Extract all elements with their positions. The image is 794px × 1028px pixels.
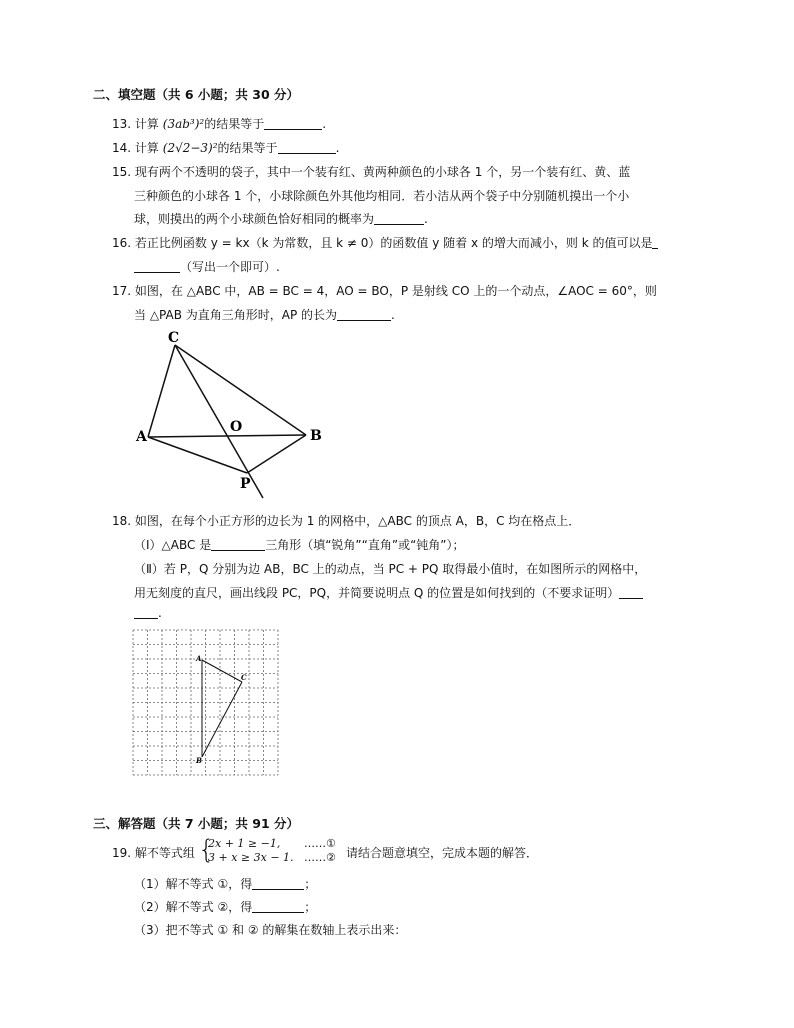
q13-end: . [322,117,327,131]
label-b: B [310,428,322,444]
section2-title: 二、填空题（共 6 小题；共 30 分） [93,87,300,102]
grid-label-a: A [196,654,202,663]
question-18 [112,514,580,529]
q16-answer-blank-start [652,236,658,249]
q15-answer-blank[interactable] [374,212,424,225]
q18-part1-post: 三角形（填“锐角”“直角”或“钝角”）； [265,538,465,552]
q17-answer-blank[interactable] [337,308,391,321]
q19-step2 [134,900,316,915]
q15-line3 [134,212,428,227]
q19-mark-1: ……① [304,837,336,850]
question-16 [112,236,658,251]
grid-label-b: B [196,756,202,765]
q19-inequality-2: 3 + x ≥ 3x − 1. [208,851,294,864]
segment-bp [247,435,306,473]
label-o: O [230,419,243,435]
q18-part2-answer-blank-start [619,586,643,599]
q13-number: 13. [112,117,132,131]
q14-number: 14. [112,141,132,155]
q14-pre: 计算 [134,141,159,155]
q19-step1-answer-blank[interactable] [252,877,304,890]
q18-grid-figure [130,627,280,777]
q17-line2 [134,308,395,323]
q13-answer-blank[interactable] [264,117,322,130]
label-c: C [168,330,180,346]
q19-step2-pre: （2）解不等式 ②，得 [134,900,253,914]
q16-answer-blank[interactable] [134,260,180,273]
q18-part1-answer-blank[interactable] [211,538,265,551]
grid-lines [133,630,278,775]
q18-part2-answer-blank[interactable] [134,606,158,619]
section3-title: 三、解答题（共 7 小题；共 91 分） [93,816,300,831]
q18-part2-line2-text: 用无刻度的直尺，画出线段 PC，PQ，并简要说明点 Q 的位置是如何找到的（不要求证明） [134,586,620,600]
question-15 [112,165,630,180]
q14-post: 的结果等于 [217,141,278,155]
q17-line2-pre: 当 △PAB 为直角三角形时，AP 的长为 [134,308,338,322]
q13-pre: 计算 [134,117,159,131]
q19-brace: { [198,835,215,865]
q19-inequality-1: 2x + 1 ≥ −1, [208,837,281,850]
q16-number: 16. [112,236,132,250]
q19-step2-answer-blank[interactable] [252,900,304,913]
q19-pre: 解不等式组 [134,846,195,860]
q18-number: 18. [112,514,132,528]
q19-step1 [134,877,316,892]
q18-part1 [134,538,465,553]
q15-line3-end: . [424,212,428,226]
q17-number: 17. [112,284,132,298]
q18-part2-line2 [134,586,643,601]
q18-part1-pre: （Ⅰ）△ABC 是 [134,538,212,552]
segment-ca [148,345,175,437]
label-p: P [240,476,251,492]
q18-part2-line3 [134,606,162,621]
q19-step1-pre: （1）解不等式 ①，得 [134,877,253,891]
q18-line1: 如图，在每个小正方形的边长为 1 的网格中，△ABC 的顶点 A，B，C 均在格点上． [134,514,581,528]
q17-triangle-figure [130,325,330,505]
q15-line1: 现有两个不透明的袋子，其中一个装有红、黄两种颜色的小球各 1 个，另一个装有红、黄、蓝 [134,165,631,179]
q17-line1: 如图，在 △ABC 中，AB = BC = 4，AO = BO，P 是射线 CO 上的一个动点，∠AOC = 60°，则 [134,284,657,298]
q19-step1-end: ； [304,877,317,891]
q16-line1: 若正比例函数 y = kx（k 为常数，且 k ≠ 0）的函数值 y 随着 x 的增大而减小，则 k 的值可以是 [134,236,653,250]
q13-post: 的结果等于 [204,117,265,131]
question-17 [112,284,657,299]
grid-label-c: C [241,673,247,682]
q16-line2 [134,260,280,275]
question-14 [112,141,339,156]
q18-part2-line3-end: . [158,606,162,620]
q17-line2-end: . [391,308,395,322]
question-13 [112,117,326,132]
q15-number: 15. [112,165,132,179]
q15-line3-pre: 球，则摸出的两个小球颜色恰好相同的概率为 [134,212,375,226]
label-a: A [136,429,147,445]
q19-step2-end: ； [304,900,317,914]
q15-line2: 三种颜色的小球各 1 个，小球除颜色外其他均相同．若小洁从两个袋子中分别随机摸出一个小 [134,189,630,203]
q14-answer-blank[interactable] [278,141,336,154]
question-19 [112,846,195,861]
q14-expression: (2√2−3)² [162,141,218,155]
q14-end: . [335,141,340,155]
q18-part2-line1: （Ⅱ）若 P，Q 分别为边 AB，BC 上的动点，当 PC + PQ 取得最小值时，在如图所示的网格中， [134,562,647,576]
segment-ap [148,437,247,473]
q19-number: 19. [112,846,132,860]
q19-mark-2: ……② [304,851,336,864]
q16-line2-post: （写出一个即可）. [180,260,280,274]
q19-step3: （3）把不等式 ① 和 ② 的解集在数轴上表示出来： [134,923,407,937]
q13-expression: (3ab³)² [162,117,205,131]
q19-post: 请结合题意填空，完成本题的解答． [346,846,539,860]
segment-ac [202,660,242,682]
